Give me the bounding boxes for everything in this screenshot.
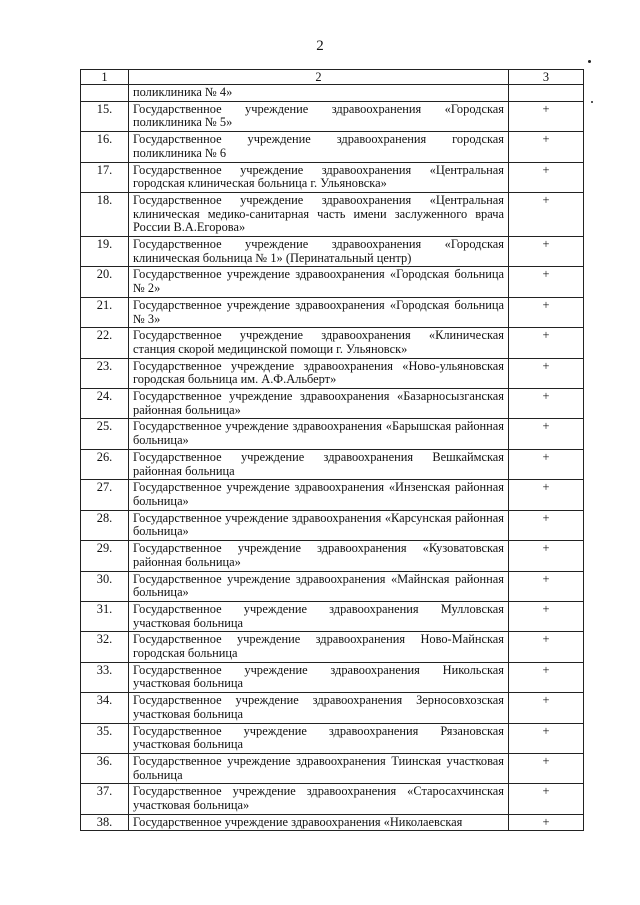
table-row	[81, 693, 584, 723]
plus-mark: +	[509, 510, 584, 540]
row-number: 23.	[81, 358, 129, 388]
plus-mark: +	[509, 389, 584, 419]
institution-name: Государственное учреждение здравоохранения Зерносовхозская участковая больница	[129, 693, 509, 723]
table-row	[81, 510, 584, 540]
institution-name: поликлиника № 4»	[129, 85, 509, 102]
row-number: 32.	[81, 632, 129, 662]
row-number: 15.	[81, 101, 129, 131]
plus-mark: +	[509, 419, 584, 449]
row-number: 34.	[81, 693, 129, 723]
institution-name: Государственное учреждение здравоохранения Вешкаймская районная больница	[129, 449, 509, 479]
institution-name: Государственное учреждение здравоохранения «Барышская районная больница»	[129, 419, 509, 449]
row-number: 17.	[81, 162, 129, 192]
institution-name: Государственное учреждение здравоохранения Ново-Майнская городская больница	[129, 632, 509, 662]
row-number: 26.	[81, 449, 129, 479]
institution-name: Государственное учреждение здравоохранения «Инзенская районная больница»	[129, 480, 509, 510]
table-row	[81, 267, 584, 297]
row-number: 29.	[81, 541, 129, 571]
row-number: 20.	[81, 267, 129, 297]
table-row	[81, 480, 584, 510]
column-header-1: 1	[81, 70, 129, 85]
row-number: 37.	[81, 784, 129, 814]
plus-mark: +	[509, 784, 584, 814]
plus-mark: +	[509, 358, 584, 388]
plus-mark: +	[509, 267, 584, 297]
plus-mark: +	[509, 192, 584, 236]
institution-name: Государственное учреждение здравоохранения Тиинская участковая больница	[129, 753, 509, 783]
institution-name: Государственное учреждение здравоохранения «Базарносызганская районная больница»	[129, 389, 509, 419]
page-number: 2	[316, 38, 324, 54]
plus-mark: +	[509, 632, 584, 662]
institution-name: Государственное учреждение здравоохранения «Майнская районная больница»	[129, 571, 509, 601]
institution-name: Государственное учреждение здравоохранения «Городская клиническая больница № 1» (Перинатальный центр)	[129, 237, 509, 267]
row-number: 35.	[81, 723, 129, 753]
plus-mark: +	[509, 662, 584, 692]
table-row	[81, 753, 584, 783]
row-number: 16.	[81, 132, 129, 162]
plus-mark: +	[509, 723, 584, 753]
institution-name: Государственное учреждение здравоохранения Никольская участковая больница	[129, 662, 509, 692]
plus-mark: +	[509, 571, 584, 601]
column-header-3: 3	[509, 70, 584, 85]
institution-name: Государственное учреждение здравоохранения «Центральная городская клиническая больница г. Ульяновска»	[129, 162, 509, 192]
institution-name: Государственное учреждение здравоохранения «Ново-ульяновская городская больница им. А.Ф.Альберт»	[129, 358, 509, 388]
row-number: 33.	[81, 662, 129, 692]
plus-mark: +	[509, 814, 584, 831]
plus-mark	[509, 85, 584, 102]
plus-mark: +	[509, 101, 584, 131]
table-row	[81, 601, 584, 631]
plus-mark: +	[509, 601, 584, 631]
table-row	[81, 85, 584, 102]
row-number: 31.	[81, 601, 129, 631]
table-row	[81, 571, 584, 601]
table-row	[81, 632, 584, 662]
institution-name: Государственное учреждение здравоохранения «Николаевская	[129, 814, 509, 831]
institution-name: Государственное учреждение здравоохранения «Центральная клиническая медико-санитарная часть имени заслуженного врача России В.А.Егорова»	[129, 192, 509, 236]
row-number: 22.	[81, 328, 129, 358]
row-number: 36.	[81, 753, 129, 783]
table-row	[81, 449, 584, 479]
table-row	[81, 101, 584, 131]
scan-speck	[591, 101, 593, 103]
table-row	[81, 541, 584, 571]
row-number: 27.	[81, 480, 129, 510]
row-number: 38.	[81, 814, 129, 831]
column-header-2: 2	[129, 70, 509, 85]
table-header-row	[81, 70, 584, 85]
row-number: 28.	[81, 510, 129, 540]
table-row	[81, 419, 584, 449]
row-number: 19.	[81, 237, 129, 267]
institution-name: Государственное учреждение здравоохранения городская поликлиника № 6	[129, 132, 509, 162]
scan-speck	[588, 60, 591, 63]
plus-mark: +	[509, 449, 584, 479]
plus-mark: +	[509, 541, 584, 571]
row-number: 21.	[81, 297, 129, 327]
plus-mark: +	[509, 297, 584, 327]
institution-name: Государственное учреждение здравоохранения «Карсунская районная больница»	[129, 510, 509, 540]
institution-name: Государственное учреждение здравоохранения «Городская поликлиника № 5»	[129, 101, 509, 131]
institutions-table	[80, 69, 584, 831]
plus-mark: +	[509, 237, 584, 267]
table-row	[81, 814, 584, 831]
table-row	[81, 358, 584, 388]
plus-mark: +	[509, 328, 584, 358]
table-row	[81, 662, 584, 692]
institution-name: Государственное учреждение здравоохранения «Клиническая станция скорой медицинской помощи г. Ульяновск»	[129, 328, 509, 358]
row-number: 18.	[81, 192, 129, 236]
row-number: 24.	[81, 389, 129, 419]
table-row	[81, 192, 584, 236]
table-row	[81, 723, 584, 753]
institution-name: Государственное учреждение здравоохранения Рязановская участковая больница	[129, 723, 509, 753]
table-row	[81, 328, 584, 358]
row-number: 25.	[81, 419, 129, 449]
plus-mark: +	[509, 480, 584, 510]
plus-mark: +	[509, 693, 584, 723]
table-row	[81, 784, 584, 814]
institution-name: Государственное учреждение здравоохранения «Городская больница № 2»	[129, 267, 509, 297]
table-row	[81, 132, 584, 162]
row-number	[81, 85, 129, 102]
plus-mark: +	[509, 753, 584, 783]
table-row	[81, 162, 584, 192]
table-row	[81, 389, 584, 419]
plus-mark: +	[509, 162, 584, 192]
table-row	[81, 237, 584, 267]
plus-mark: +	[509, 132, 584, 162]
institution-name: Государственное учреждение здравоохранения «Городская больница № 3»	[129, 297, 509, 327]
institution-name: Государственное учреждение здравоохранения Мулловская участковая больница	[129, 601, 509, 631]
institution-name: Государственное учреждение здравоохранения «Старосахчинская участковая больница»	[129, 784, 509, 814]
table-row	[81, 297, 584, 327]
table-body	[81, 70, 584, 831]
row-number: 30.	[81, 571, 129, 601]
institution-name: Государственное учреждение здравоохранения «Кузоватовская районная больница»	[129, 541, 509, 571]
